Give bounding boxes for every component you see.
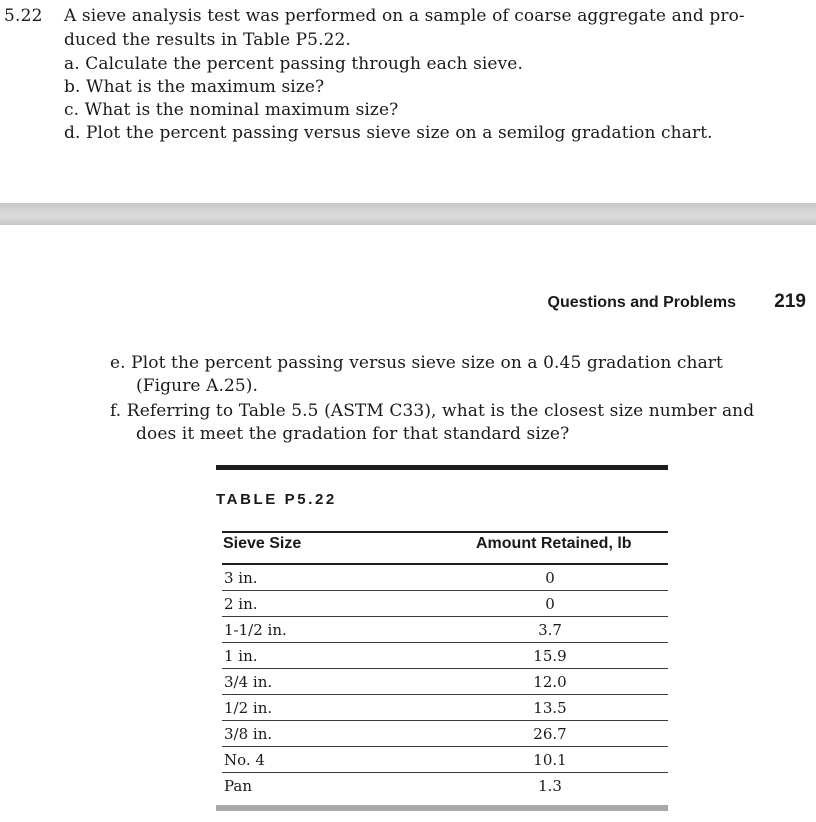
sieve-size-cell: 1-1/2 in. — [224, 621, 287, 639]
table-header-rule — [222, 531, 668, 533]
table-caption: TABLE P5.22 — [216, 491, 337, 508]
sieve-size-cell: 3 in. — [224, 569, 258, 587]
part-f-line-1: f. Referring to Table 5.5 (ASTM C33), what is the closest size number and — [110, 401, 755, 421]
problem-intro-line-2: duced the results in Table P5.22. — [64, 30, 351, 50]
table-row — [222, 721, 668, 747]
sieve-size-cell: Pan — [224, 777, 253, 795]
problem-number: 5.22 — [4, 6, 43, 26]
table-row — [222, 773, 668, 798]
page-number: 219 — [774, 291, 806, 312]
amount-retained-cell: 0 — [545, 569, 555, 587]
table-row — [222, 591, 668, 617]
part-b: b. What is the maximum size? — [64, 77, 325, 97]
table-row — [222, 669, 668, 695]
amount-retained-cell: 10.1 — [533, 751, 567, 769]
table-row — [222, 643, 668, 669]
sieve-size-cell: 1/2 in. — [224, 699, 273, 717]
table-row — [222, 565, 668, 591]
amount-retained-cell: 3.7 — [538, 621, 562, 639]
column-header-sieve-size: Sieve Size — [223, 535, 302, 552]
table-row — [222, 695, 668, 721]
part-d: d. Plot the percent passing versus sieve size on a semilog gradation chart. — [64, 123, 713, 143]
table-row — [222, 747, 668, 773]
table-body — [222, 565, 668, 798]
amount-retained-cell: 1.3 — [538, 777, 562, 795]
problem-intro-line-1: A sieve analysis test was performed on a sample of coarse aggregate and pro- — [64, 6, 745, 26]
table-row — [222, 617, 668, 643]
amount-retained-cell: 0 — [545, 595, 555, 613]
sieve-size-cell: 2 in. — [224, 595, 258, 613]
page-break-bar — [0, 203, 816, 225]
sieve-size-cell: 3/8 in. — [224, 725, 273, 743]
part-e-line-2: (Figure A.25). — [136, 376, 259, 396]
part-a: a. Calculate the percent passing through each sieve. — [64, 54, 523, 74]
table-top-rule — [216, 465, 668, 470]
part-e-line-1: e. Plot the percent passing versus sieve size on a 0.45 gradation chart — [110, 353, 723, 373]
amount-retained-cell: 12.0 — [533, 673, 567, 691]
running-header-title: Questions and Problems — [547, 294, 736, 311]
sieve-size-cell: 3/4 in. — [224, 673, 273, 691]
sieve-size-cell: No. 4 — [224, 751, 265, 769]
column-header-amount-retained: Amount Retained, lb — [476, 535, 632, 552]
problem-intro — [64, 4, 764, 52]
table-bottom-rule — [216, 805, 668, 811]
sieve-size-cell: 1 in. — [224, 647, 258, 665]
amount-retained-cell: 26.7 — [533, 725, 567, 743]
part-f-line-2: does it meet the gradation for that standard size? — [136, 424, 570, 444]
part-c: c. What is the nominal maximum size? — [64, 100, 399, 120]
amount-retained-cell: 13.5 — [533, 699, 567, 717]
amount-retained-cell: 15.9 — [533, 647, 567, 665]
